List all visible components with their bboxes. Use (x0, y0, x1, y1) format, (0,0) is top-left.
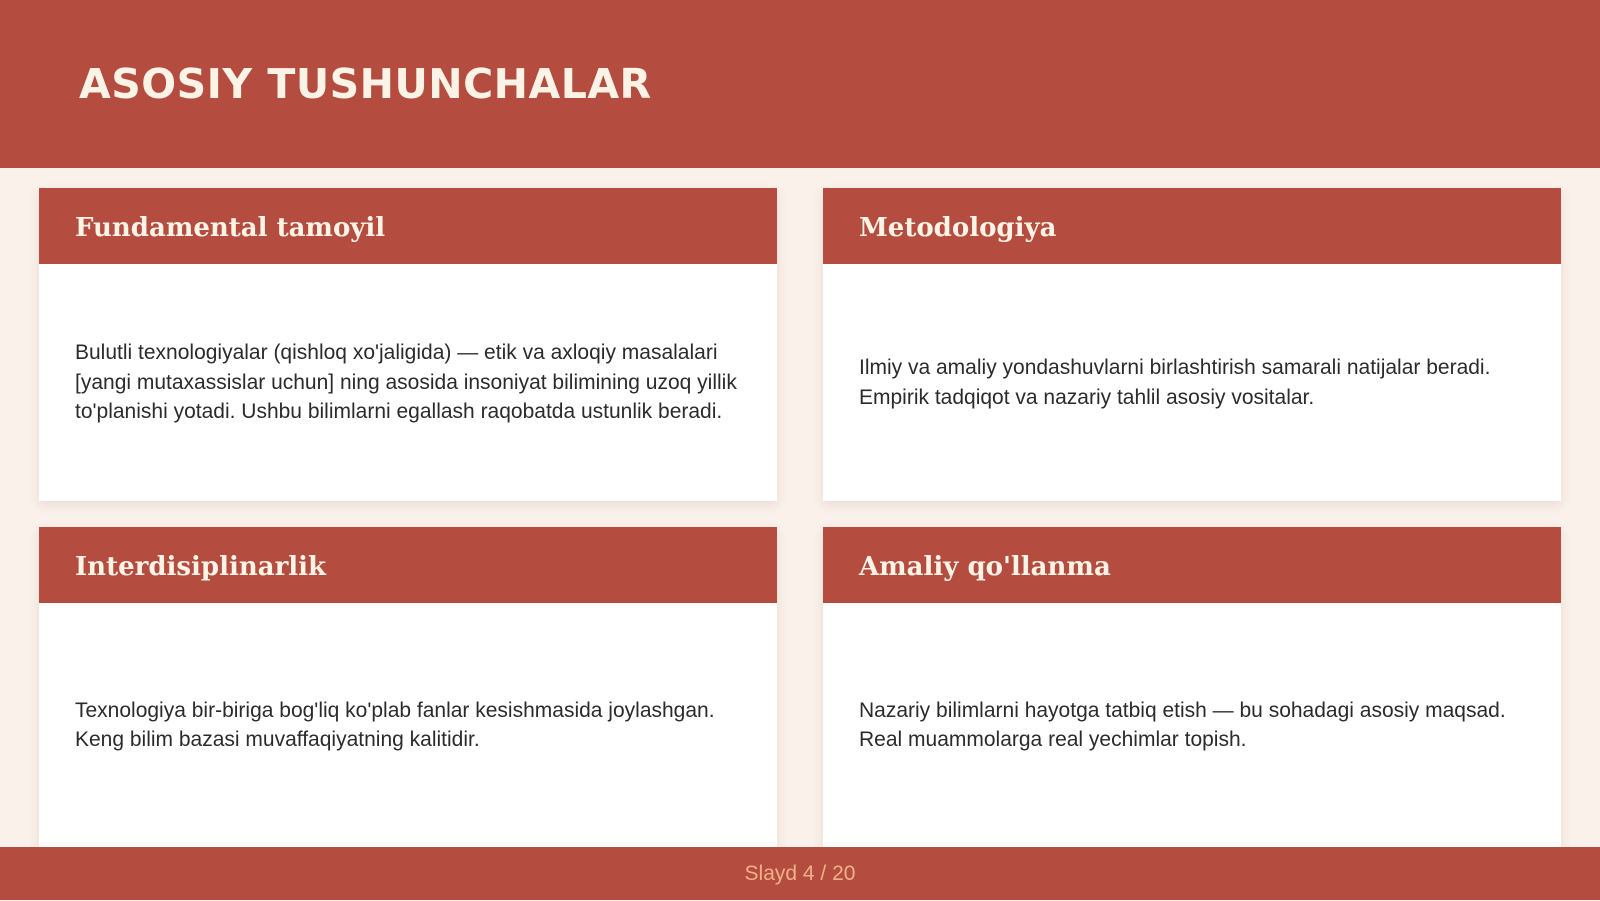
card-header (823, 527, 1561, 603)
card-header (39, 188, 777, 264)
card-header (823, 188, 1561, 264)
card-text: Nazariy bilimlarni hayotga tatbiq etish — bu sohadagi asosiy maqsad. Real muammolarga real yechimlar topish. (859, 698, 1506, 751)
card-header (39, 527, 777, 603)
card-fundamental-tamoyil (39, 188, 777, 501)
card-amaliy-qollanma (823, 527, 1561, 847)
slide-footer (0, 847, 1600, 900)
slide-title: ASOSIY TUSHUNCHALAR (79, 60, 652, 108)
card-text: Ilmiy va amaliy yondashuvlarni birlashtirish samarali natijalar beradi. Empirik tadqiqot va nazariy tahlil asosiy vositalar. (859, 356, 1491, 409)
card-text: Bulutli texnologiyalar (qishloq xo'jaligida) — etik va axloqiy masalalari [yangi mutaxassislar uchun] ning asosida insoniyat bilimining uzoq yillik to'planishi yotadi. Ushbu bilimlarni egallash raqobatda ustunlik beradi. (75, 341, 737, 424)
card-body (823, 264, 1561, 501)
card-metodologiya (823, 188, 1561, 501)
card-title: Fundamental tamoyil (75, 213, 386, 243)
card-body (823, 603, 1561, 847)
card-title: Amaliy qo'llanma (859, 552, 1111, 582)
slide-counter: Slayd 4 / 20 (744, 862, 856, 885)
slide-header (0, 0, 1600, 168)
card-interdisiplinarlik (39, 527, 777, 847)
card-body (39, 603, 777, 847)
card-text: Texnologiya bir-biriga bog'liq ko'plab fanlar kesishmasida joylashgan. Keng bilim bazasi muvaffaqiyatning kalitidir. (75, 698, 715, 751)
card-body (39, 264, 777, 501)
card-title: Metodologiya (859, 213, 1057, 243)
card-title: Interdisiplinarlik (75, 552, 327, 582)
